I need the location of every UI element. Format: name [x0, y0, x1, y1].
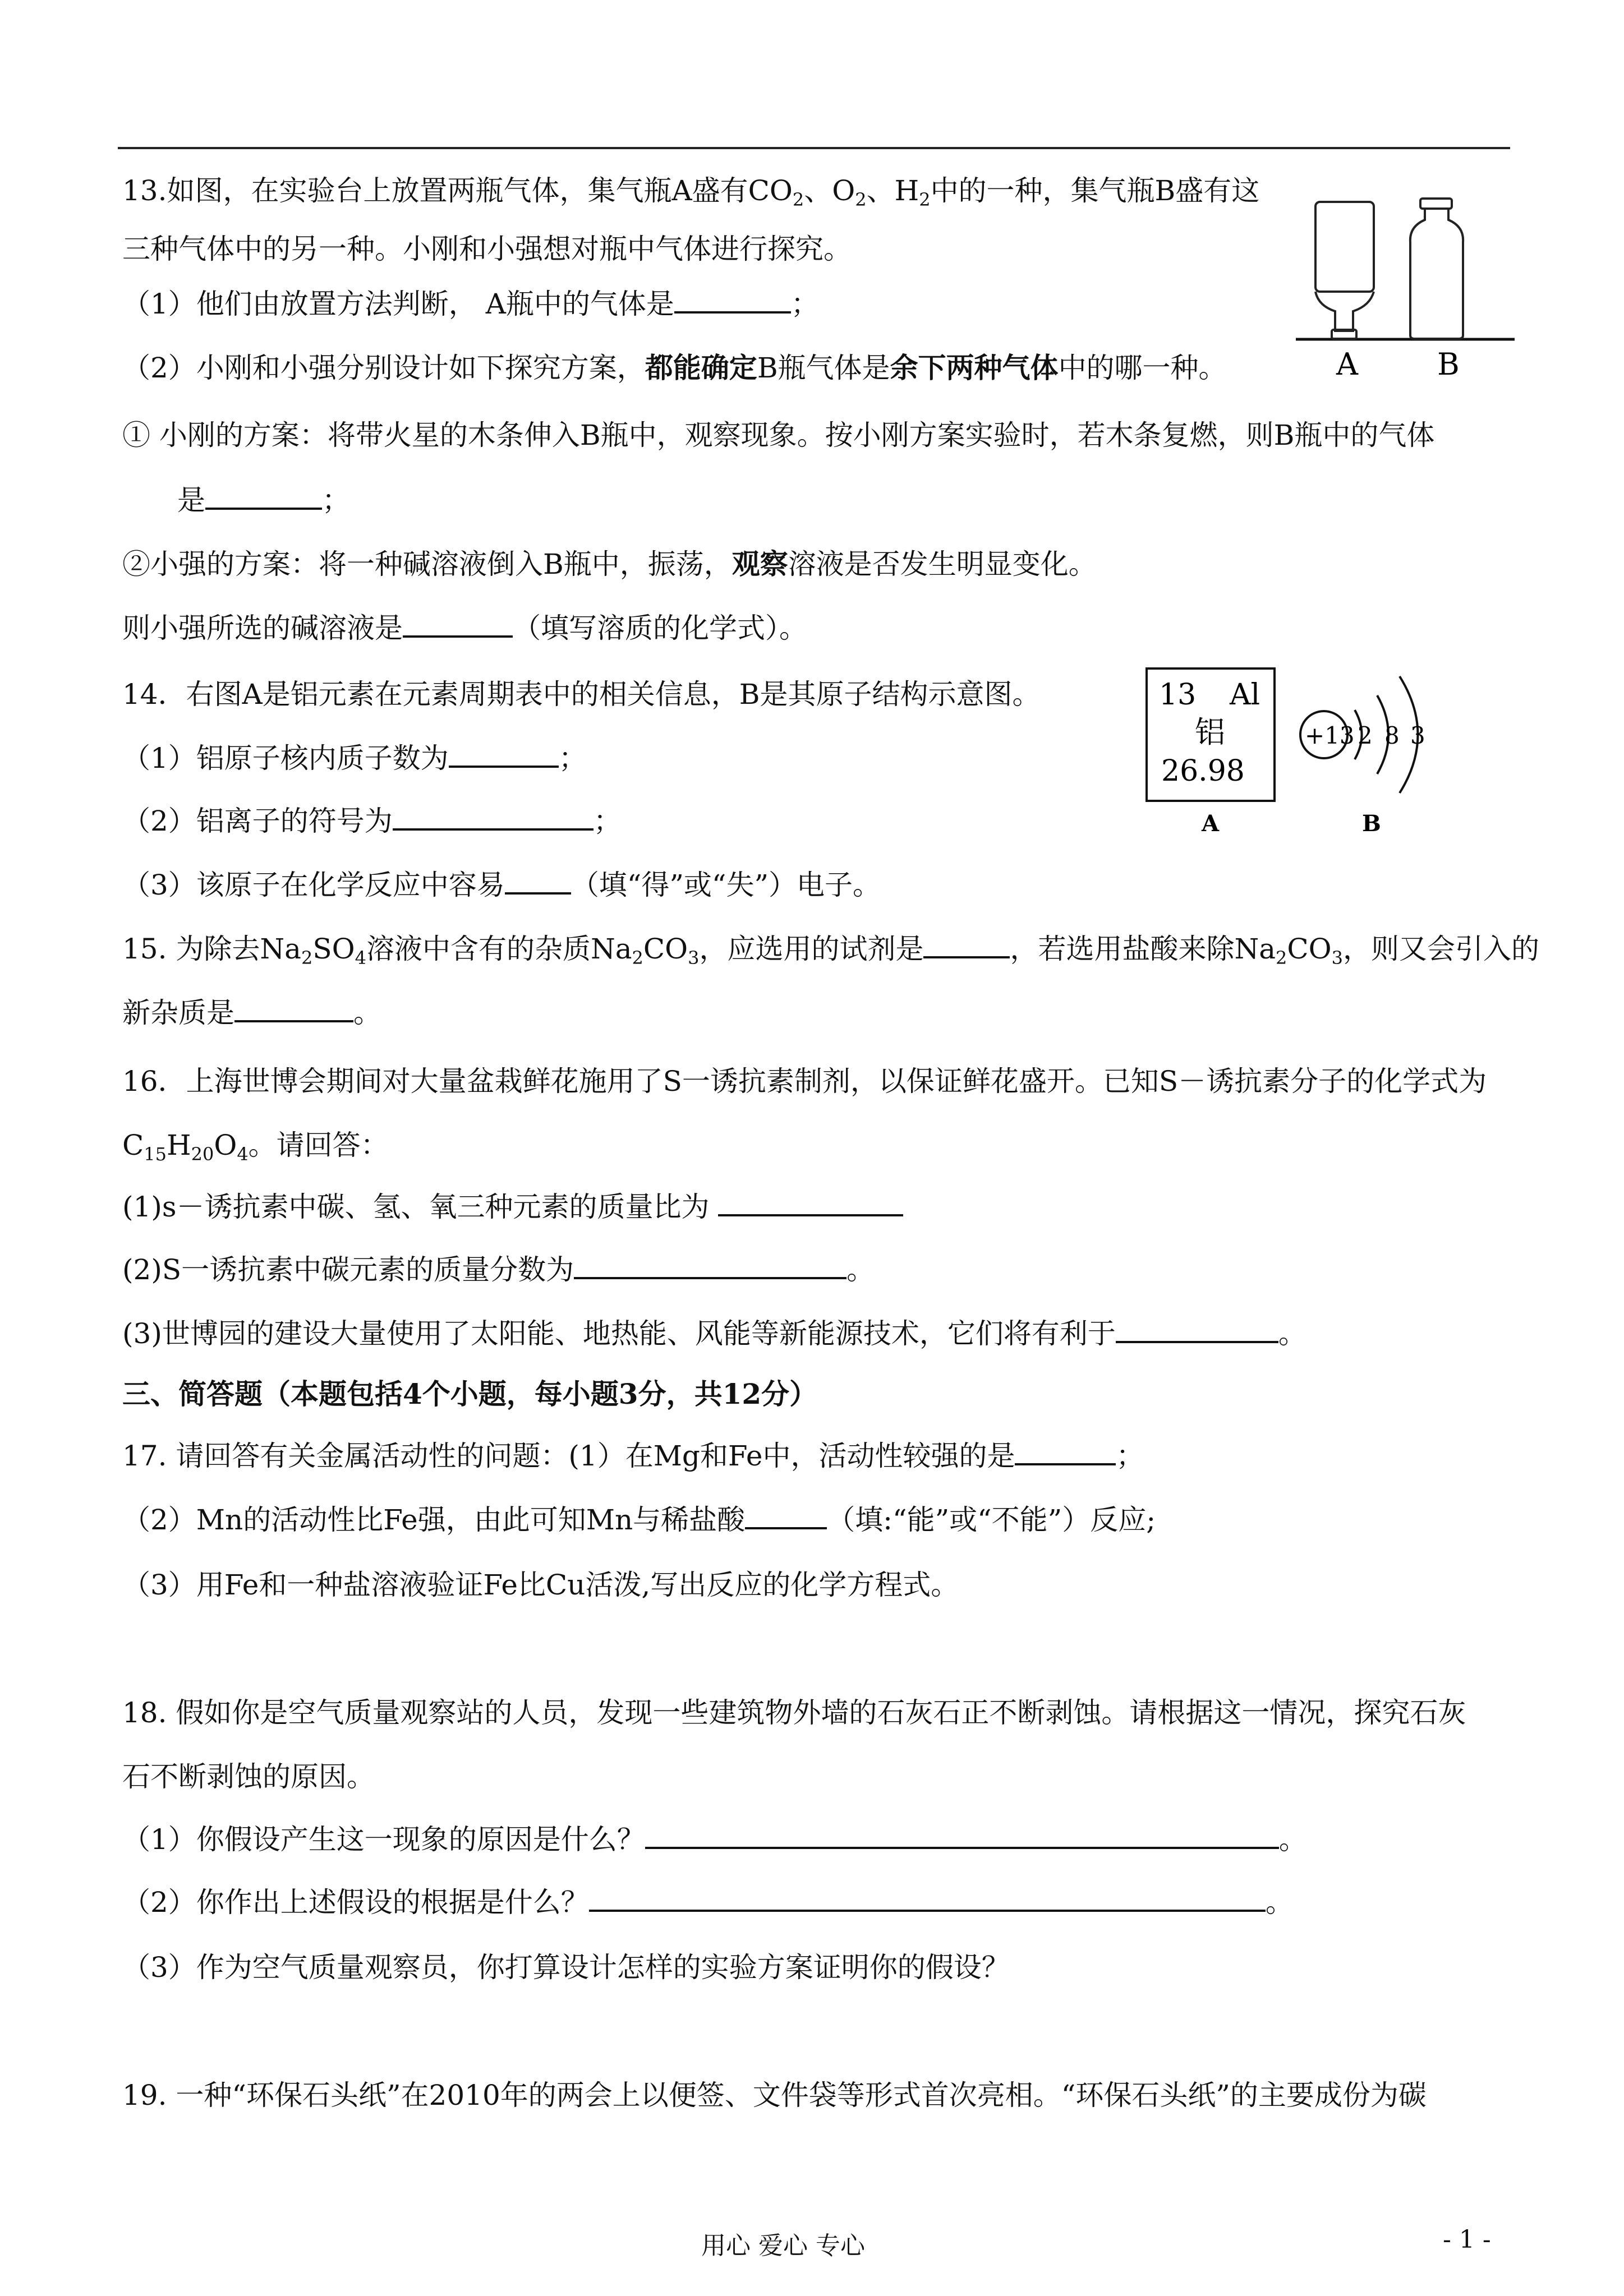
q13-line2: 三种气体中的另一种。小刚和小强想对瓶中气体进行探究。	[122, 233, 852, 265]
q18-part3: （3）作为空气质量观察员，你打算设计怎样的实验方案证明你的假设？	[122, 1951, 1010, 1984]
q13-option1: ① 小刚的方案：将带火星的木条伸入B瓶中，观察现象。按小刚方案实验时，若木条复燃，则B瓶中的气体	[122, 419, 1435, 451]
answer-blank[interactable]	[449, 744, 559, 768]
figure-b-label: B	[1362, 810, 1381, 837]
q13-option2: ②小强的方案：将一种碱溶液倒入B瓶中，振荡，观察溶液是否发生明显变化。	[122, 547, 1097, 580]
q15-line1: 15. 为除去$Na_2SO_4$溶液中含有的杂质$Na_2CO_3$，应选用的试剂是 ，若选用盐酸来除$Na_2CO_3$，则又会引入的	[122, 933, 1540, 969]
aluminum-figure	[1144, 666, 1492, 851]
q18-line1: 18. 假如你是空气质量观察站的人员，发现一些建筑物外墙的石灰石正不断剥蚀。请根据这一情况，探究石灰	[122, 1696, 1466, 1729]
q13-part1: （1）他们由放置方法判断， A瓶中的气体是 ；	[122, 288, 819, 320]
element-mass: 26.98	[1161, 754, 1245, 788]
q18-line2: 石不断剥蚀的原因。	[122, 1760, 375, 1793]
section-three-title: 三、简答题（本题包括4个小题，每小题3分，共12分）	[122, 1377, 818, 1410]
element-name: 铝	[1195, 714, 1225, 750]
element-symbol: Al	[1230, 678, 1260, 712]
element-number: 13	[1159, 678, 1197, 712]
bottle-a-icon	[1315, 202, 1374, 339]
answer-blank[interactable]	[923, 935, 1010, 958]
answer-blank[interactable]	[1116, 1320, 1278, 1343]
q14-part2: （2）铝离子的符号为 ；	[122, 805, 622, 837]
gas-bottles-figure	[1290, 196, 1526, 387]
q14-stem: 14．右图A是铝元素在元素周期表中的相关信息，B是其原子结构示意图。	[122, 678, 1041, 711]
q17-line1: 17. 请回答有关金属活动性的问题：(1）在Mg和Fe中，活动性较强的是 ；	[122, 1440, 1144, 1472]
header-rule	[118, 147, 1510, 149]
answer-blank[interactable]	[589, 1888, 1266, 1912]
shell-1-electrons: 2	[1358, 722, 1373, 749]
answer-blank[interactable]	[393, 807, 594, 831]
answer-blank[interactable]	[205, 486, 322, 510]
nucleus-charge: +13	[1305, 722, 1355, 749]
q14-part3: （3）该原子在化学反应中容易 （填“得”或“失”）电子。	[122, 869, 881, 901]
q19-line1: 19. 一种“环保石头纸”在2010年的两会上以便签、文件袋等形式首次亮相。“环保石头纸”的主要成份为碳	[122, 2079, 1427, 2111]
q16-part3: (3)世博园的建设大量使用了太阳能、地热能、风能等新能源技术，它们将有利于 。	[122, 1317, 1306, 1350]
footer-motto: 用心 爱心 专心	[701, 2232, 865, 2260]
q18-part1: （1）你假设产生这一现象的原因是什么？ 。	[122, 1823, 1307, 1856]
answer-blank[interactable]	[574, 1256, 846, 1279]
q13-option1-cont: 是 ；	[177, 484, 350, 517]
q14-part1: （1）铝原子核内质子数为 ；	[122, 742, 587, 774]
q17-part2: （2）Mn的活动性比Fe强，由此可知Mn与稀盐酸 （填:“能”或“不能”）反应;	[122, 1504, 1156, 1536]
bottle-b-icon	[1410, 199, 1463, 339]
q18-part2: （2）你作出上述假设的根据是什么？ 。	[122, 1886, 1294, 1919]
answer-blank[interactable]	[403, 614, 513, 638]
q16-line1: 16．上海世博会期间对大量盆栽鲜花施用了S一诱抗素制剂，以保证鲜花盛开。已知S－诱抗素分子的化学式为	[122, 1065, 1487, 1098]
q16-part1: (1)s－诱抗素中碳、氢、氧三种元素的质量比为	[122, 1184, 903, 1225]
bottle-a-label: A	[1336, 347, 1358, 382]
page-number: - 1 -	[1443, 2225, 1491, 2254]
q16-part2: (2)S一诱抗素中碳元素的质量分数为 。	[122, 1253, 875, 1286]
answer-blank[interactable]	[234, 999, 353, 1022]
shell-2-electrons: 8	[1384, 722, 1400, 749]
q17-part3: （3）用Fe和一种盐溶液验证Fe比Cu活泼,写出反应的化学方程式。	[122, 1569, 959, 1601]
answer-blank[interactable]	[645, 1825, 1279, 1849]
shell-3-electrons: 3	[1410, 722, 1425, 749]
answer-blank[interactable]	[674, 290, 791, 313]
answer-blank[interactable]	[505, 871, 571, 895]
q15-line2: 新杂质是 。	[122, 997, 381, 1029]
bottle-b-label: B	[1437, 347, 1460, 382]
q13-line1: 13.如图，在实验台上放置两瓶气体，集气瓶A盛有$CO_2$、$O_2$、$H_2$中的一种，集气瓶B盛有这	[122, 174, 1260, 210]
answer-blank[interactable]	[745, 1506, 827, 1529]
q13-part2: （2）小刚和小强分别设计如下探究方案，都能确定B瓶气体是余下两种气体中的哪一种。	[122, 351, 1227, 384]
figure-a-label: A	[1202, 810, 1220, 837]
answer-blank[interactable]	[1015, 1442, 1116, 1465]
q16-formula-line: $C_{15}H_{20}O_4$。请回答：	[122, 1129, 389, 1165]
q13-option2-answer: 则小强所选的碱溶液是 （填写溶质的化学式）。	[122, 612, 807, 644]
answer-blank[interactable]	[718, 1193, 903, 1216]
